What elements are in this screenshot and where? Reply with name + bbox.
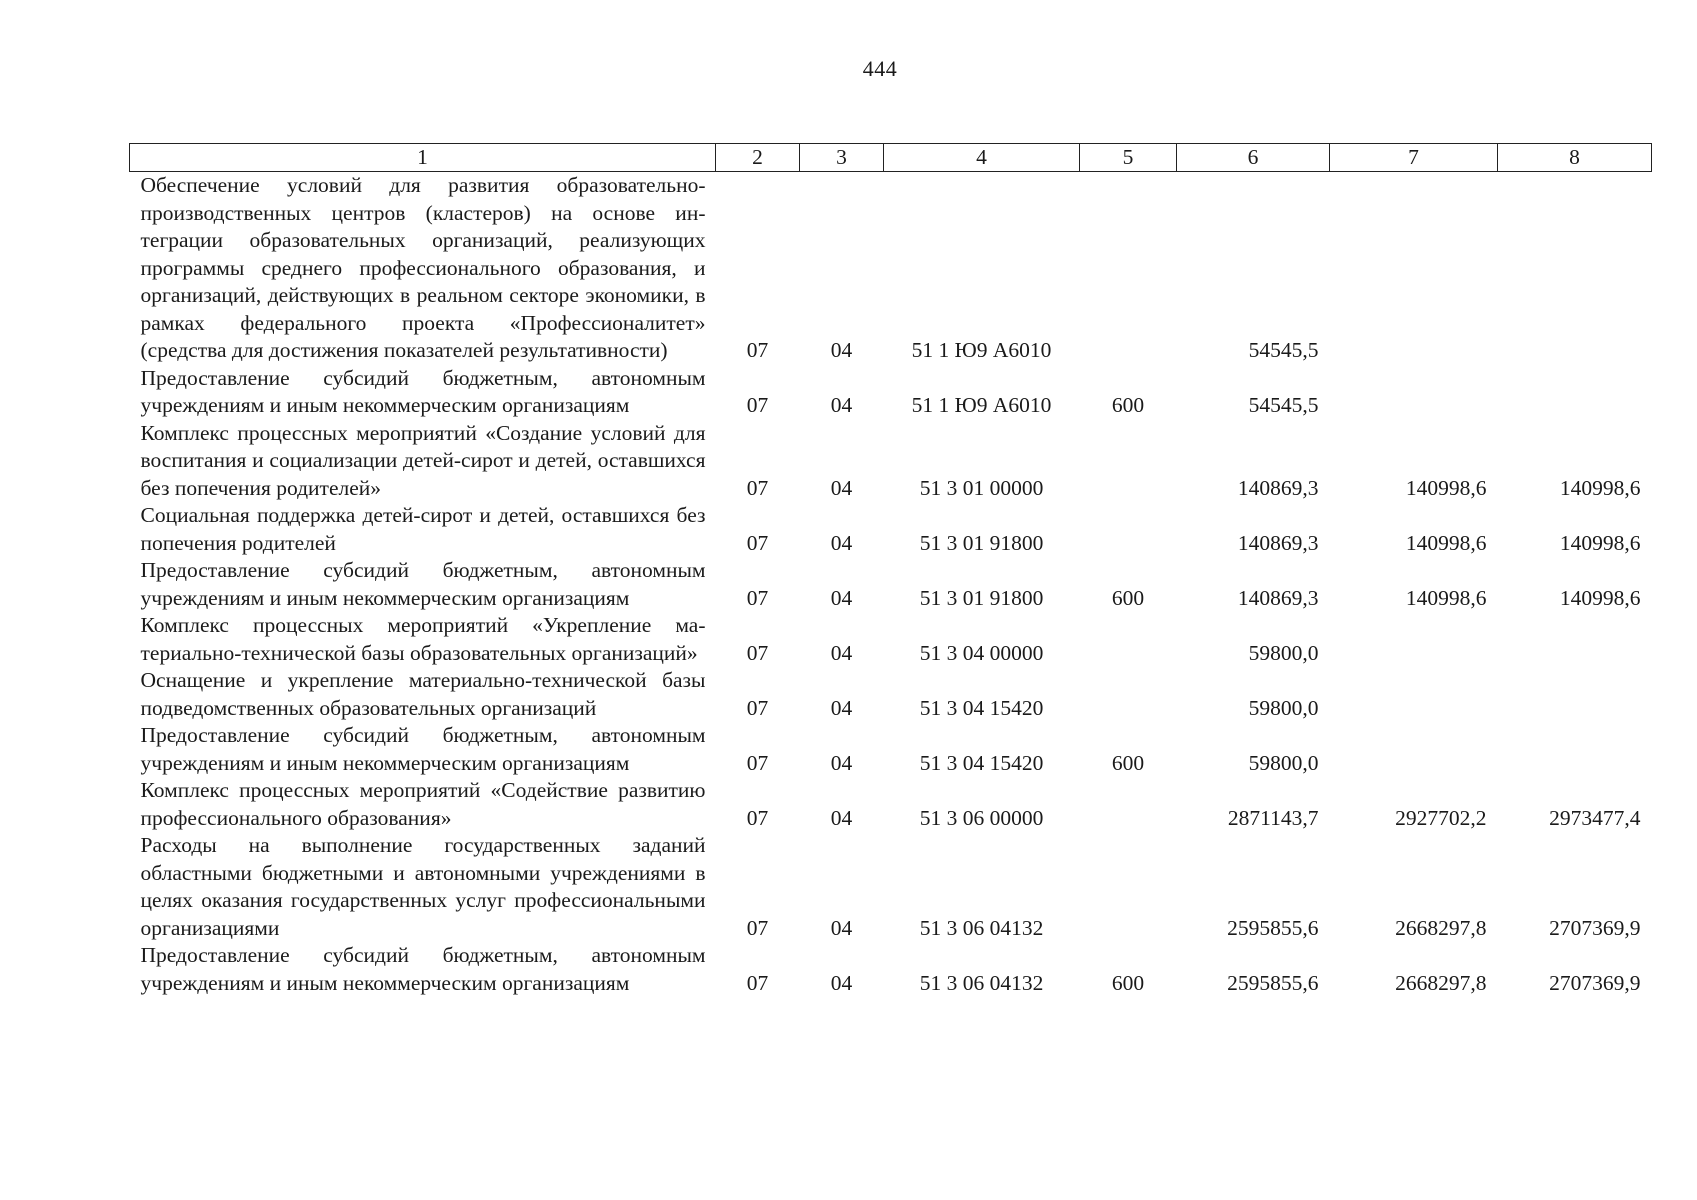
row-amount-col-6: 59800,0	[1248, 750, 1319, 775]
row-section: 07	[746, 530, 769, 555]
row-section: 07	[746, 805, 769, 830]
row-name: Предоставление субсидий бюджетным, автономным учреждениям и иным некоммерческим организациям	[140, 558, 706, 610]
row-amount-col-6: 140869,3	[1237, 475, 1319, 500]
row-amount-col-7: 140998,6	[1405, 475, 1487, 500]
row-name: Социальная поддержка детей-сирот и детей, оставшихся без попечения родителей	[140, 503, 706, 555]
row-name: Предоставление субсидий бюджетным, автономным учреждениям и иным некоммерческим организациям	[140, 943, 706, 995]
row-amount-col-8: 2973477,4	[1549, 805, 1641, 830]
table-row	[130, 502, 1652, 557]
table-row	[130, 832, 1652, 942]
row-amount-col-6: 2871143,7	[1227, 805, 1319, 830]
row-subsection: 04	[830, 530, 853, 555]
table-row	[130, 612, 1652, 667]
row-name: Расходы на выполнение государственных заданий областными бюджетными и автономными учреждениями в целях оказания государственных услуг профессиональными организациями	[140, 833, 706, 940]
row-expense-type	[1080, 420, 1177, 503]
row-expense-type	[1080, 667, 1177, 722]
row-name: Обеспечение условий для развития образовательно-производственных центров (кластеров) на основе интеграции образовательных организаций, реализующих программы среднего профессионального образования, и организаций, действующих в реальном секторе экономики, в рамках федерального проекта «Профессионалитет» (средства для достижения показателей результативности)	[140, 173, 706, 362]
row-amount-col-8	[1498, 365, 1652, 420]
header-col-4: 4	[884, 144, 1080, 172]
row-target-article: 51 3 01 91800	[919, 530, 1044, 555]
row-section: 07	[746, 915, 769, 940]
row-section: 07	[746, 393, 769, 417]
header-col-7: 7	[1330, 144, 1498, 172]
row-amount-col-6: 54545,5	[1248, 338, 1319, 362]
row-section: 07	[746, 338, 769, 362]
row-expense-type: 600	[1111, 393, 1145, 417]
row-expense-type: 600	[1111, 970, 1145, 995]
row-expense-type: 600	[1111, 750, 1145, 775]
row-section: 07	[746, 750, 769, 775]
row-amount-col-6: 54545,5	[1248, 393, 1319, 417]
header-col-5: 5	[1080, 144, 1177, 172]
row-subsection: 04	[830, 695, 853, 720]
row-expense-type	[1080, 502, 1177, 557]
row-target-article: 51 3 01 91800	[919, 585, 1044, 610]
header-col-6: 6	[1177, 144, 1330, 172]
row-amount-col-8	[1498, 612, 1652, 667]
row-target-article: 51 3 04 00000	[919, 640, 1044, 665]
row-section: 07	[746, 970, 769, 995]
row-amount-col-7: 2668297,8	[1395, 915, 1487, 940]
row-subsection: 04	[830, 338, 853, 362]
row-amount-col-7: 140998,6	[1405, 585, 1487, 610]
row-section: 07	[746, 695, 769, 720]
row-subsection: 04	[830, 475, 853, 500]
table-row	[130, 777, 1652, 832]
budget-table	[129, 143, 1652, 997]
row-target-article: 51 3 04 15420	[919, 695, 1044, 720]
header-row	[130, 144, 1652, 172]
row-name: Оснащение и укрепление материально-технической базы подведомственных образовательных организаций	[140, 668, 706, 720]
row-subsection: 04	[830, 640, 853, 665]
table-row	[130, 722, 1652, 777]
row-expense-type: 600	[1111, 585, 1145, 610]
table-row	[130, 667, 1652, 722]
header-col-3: 3	[800, 144, 884, 172]
header-col-2: 2	[716, 144, 800, 172]
row-amount-col-7	[1330, 612, 1498, 667]
row-amount-col-8: 140998,6	[1559, 530, 1641, 555]
row-target-article: 51 1 Ю9 А6010	[911, 338, 1052, 362]
row-target-article: 51 1 Ю9 А6010	[911, 393, 1052, 417]
row-target-article: 51 3 01 00000	[919, 475, 1044, 500]
page-number: 444	[862, 56, 898, 81]
row-section: 07	[746, 585, 769, 610]
header-col-1: 1	[130, 144, 716, 172]
row-expense-type	[1080, 172, 1177, 365]
row-subsection: 04	[830, 915, 853, 940]
row-target-article: 51 3 06 00000	[919, 805, 1044, 830]
table-row	[130, 557, 1652, 612]
table-row	[130, 420, 1652, 503]
table-row	[130, 365, 1652, 420]
row-amount-col-8: 2707369,9	[1549, 970, 1641, 995]
row-amount-col-8: 2707369,9	[1549, 915, 1641, 940]
row-amount-col-6: 2595855,6	[1227, 915, 1319, 940]
row-amount-col-6: 140869,3	[1237, 585, 1319, 610]
row-amount-col-6: 140869,3	[1237, 530, 1319, 555]
row-amount-col-7	[1330, 365, 1498, 420]
table-header	[130, 144, 1652, 172]
row-expense-type	[1080, 612, 1177, 667]
row-amount-col-7	[1330, 722, 1498, 777]
row-section: 07	[746, 475, 769, 500]
row-name: Предоставление субсидий бюджетным, автономным учреждениям и иным некоммерческим организациям	[140, 723, 706, 775]
row-amount-col-8	[1498, 172, 1652, 365]
row-expense-type	[1080, 832, 1177, 942]
row-amount-col-7	[1330, 172, 1498, 365]
row-amount-col-8: 140998,6	[1559, 585, 1641, 610]
row-subsection: 04	[830, 393, 853, 417]
row-amount-col-7: 140998,6	[1405, 530, 1487, 555]
row-amount-col-6: 2595855,6	[1227, 970, 1319, 995]
row-subsection: 04	[830, 585, 853, 610]
row-expense-type	[1080, 777, 1177, 832]
row-name: Комплекс процессных мероприятий «Создание условий для воспитания и социализации детей-сирот и детей, оставшихся без попечения родителей»	[140, 420, 706, 500]
row-name: Предоставление субсидий бюджетным, автономным учреждениям и иным некоммерческим организациям	[140, 365, 706, 417]
row-target-article: 51 3 06 04132	[919, 915, 1044, 940]
row-subsection: 04	[830, 805, 853, 830]
row-target-article: 51 3 04 15420	[919, 750, 1044, 775]
table-row	[130, 172, 1652, 365]
row-amount-col-8	[1498, 722, 1652, 777]
row-amount-col-7: 2927702,2	[1395, 805, 1487, 830]
row-subsection: 04	[830, 970, 853, 995]
table-row	[130, 942, 1652, 997]
header-col-8: 8	[1498, 144, 1652, 172]
table-body	[130, 172, 1652, 998]
row-amount-col-7	[1330, 667, 1498, 722]
row-amount-col-8	[1498, 667, 1652, 722]
row-name: Комплекс процессных мероприятий «Содействие развитию профессионального образования»	[140, 778, 706, 830]
row-amount-col-8: 140998,6	[1559, 475, 1641, 500]
row-amount-col-6: 59800,0	[1248, 640, 1319, 665]
row-subsection: 04	[830, 750, 853, 775]
row-target-article: 51 3 06 04132	[919, 970, 1044, 995]
row-amount-col-7: 2668297,8	[1395, 970, 1487, 995]
row-name: Комплекс процессных мероприятий «Укрепление материально-технической базы образовательных организаций»	[140, 613, 706, 665]
row-section: 07	[746, 640, 769, 665]
row-amount-col-6: 59800,0	[1248, 695, 1319, 720]
